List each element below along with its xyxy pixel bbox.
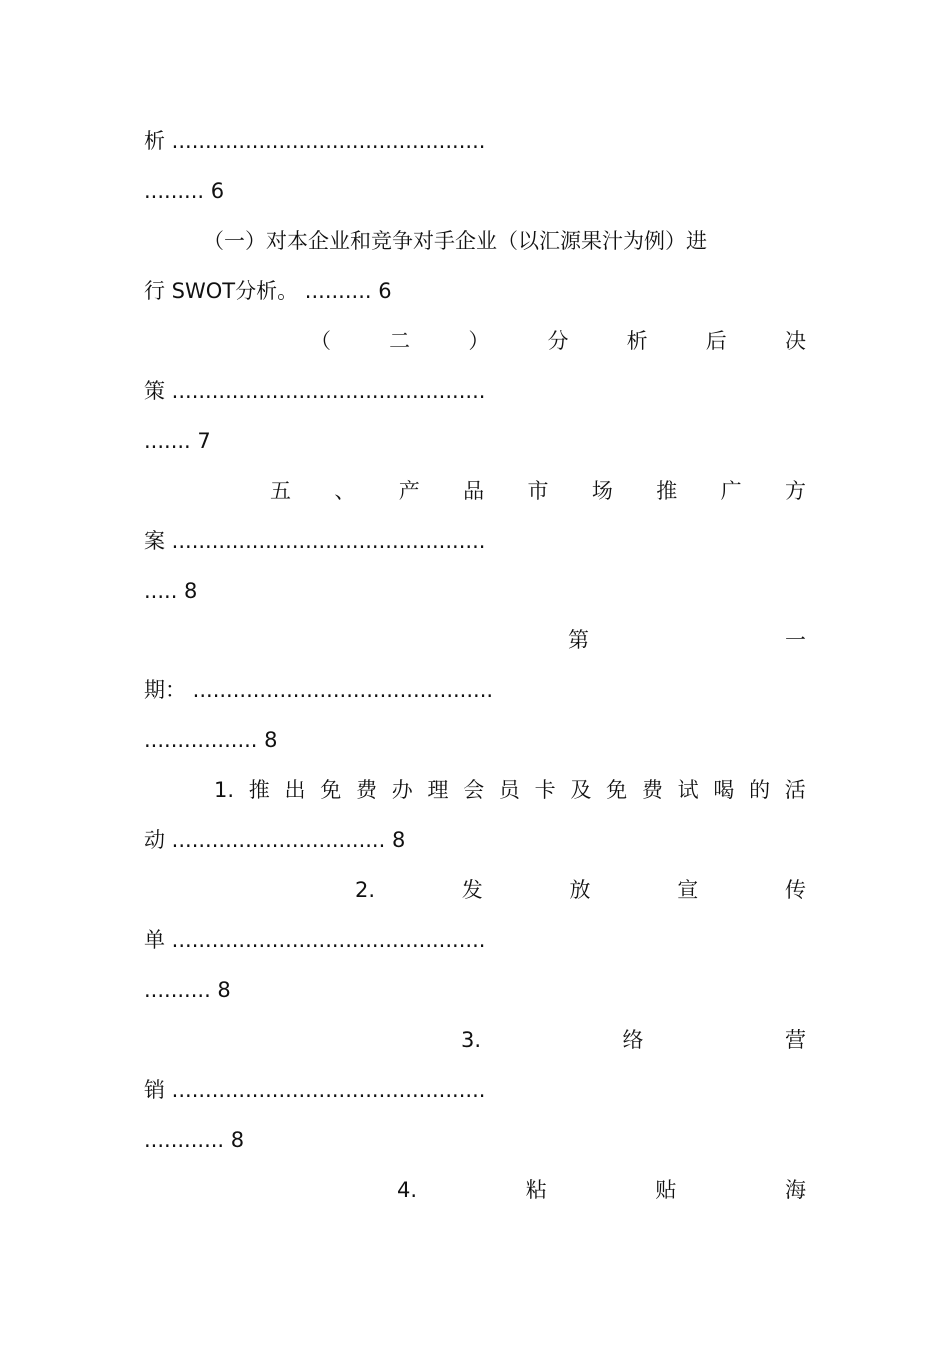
toc-line: .......... 8: [144, 978, 231, 1002]
toc-char: 后: [705, 329, 727, 353]
toc-char: 海: [784, 1178, 806, 1202]
toc-char: 推: [248, 778, 270, 802]
toc-char: 析: [626, 329, 648, 353]
toc-spaced-line: [355, 877, 806, 903]
toc-line: 策 ...............................................: [144, 379, 486, 403]
toc-char: 免: [606, 778, 628, 802]
toc-line: （一）对本企业和竞争对手企业（以汇源果汁为例）进: [203, 229, 707, 253]
toc-char: 2.: [355, 878, 376, 902]
toc-char: 、: [334, 479, 356, 503]
toc-char: 员: [498, 778, 520, 802]
toc-char: 的: [749, 778, 771, 802]
toc-line: 期： .............................................: [144, 678, 494, 702]
toc-line: 析 ...............................................: [144, 129, 486, 153]
toc-char: 粘: [525, 1178, 547, 1202]
toc-spaced-line: [310, 328, 806, 354]
toc-char: 营: [784, 1028, 806, 1052]
toc-line: ....... 7: [144, 429, 211, 453]
toc-char: 一: [785, 628, 806, 652]
toc-line: ......... 6: [144, 179, 225, 203]
toc-spaced-line: [270, 478, 806, 504]
toc-char: 试: [677, 778, 699, 802]
toc-char: 喝: [713, 778, 735, 802]
toc-spaced-line: [568, 627, 806, 653]
toc-char: 品: [463, 479, 485, 503]
toc-char: 第: [568, 628, 589, 652]
toc-char: 免: [320, 778, 342, 802]
toc-char: 1.: [214, 778, 235, 802]
toc-spaced-line: [214, 777, 806, 803]
toc-char: 贴: [655, 1178, 677, 1202]
toc-line: 案 ...............................................: [144, 529, 486, 553]
toc-char: 4.: [397, 1178, 418, 1202]
toc-char: 络: [622, 1028, 644, 1052]
toc-char: ）: [468, 329, 490, 353]
toc-line: 行 SWOT分析。 .......... 6: [144, 279, 392, 303]
toc-char: 理: [427, 778, 449, 802]
toc-char: 及: [570, 778, 592, 802]
toc-char: 费: [355, 778, 377, 802]
toc-spaced-line: [397, 1177, 806, 1203]
toc-char: 活: [784, 778, 806, 802]
toc-char: 卡: [534, 778, 556, 802]
toc-char: 推: [656, 479, 678, 503]
toc-char: 产: [398, 479, 420, 503]
toc-line: 动 ................................ 8: [144, 828, 406, 852]
toc-char: （: [310, 329, 331, 353]
toc-char: 办: [391, 778, 413, 802]
toc-char: 五: [270, 479, 291, 503]
toc-line: ............ 8: [144, 1128, 245, 1152]
toc-char: 放: [569, 878, 591, 902]
toc-char: 费: [641, 778, 663, 802]
toc-char: 3.: [461, 1028, 482, 1052]
toc-line: ................. 8: [144, 728, 278, 752]
toc-char: 方: [785, 479, 806, 503]
toc-char: 市: [527, 479, 549, 503]
toc-spaced-line: [461, 1027, 806, 1053]
toc-line: 销 ...............................................: [144, 1078, 486, 1102]
toc-char: 决: [784, 329, 806, 353]
toc-char: 广: [720, 479, 742, 503]
toc-char: 场: [591, 479, 613, 503]
toc-char: 分: [547, 329, 569, 353]
toc-char: 二: [389, 329, 411, 353]
toc-char: 发: [461, 878, 483, 902]
toc-line: ..... 8: [144, 579, 198, 603]
toc-char: 会: [463, 778, 485, 802]
toc-line: 单 ...............................................: [144, 928, 486, 952]
toc-char: 传: [784, 878, 806, 902]
toc-char: 宣: [677, 878, 699, 902]
toc-char: 出: [284, 778, 306, 802]
